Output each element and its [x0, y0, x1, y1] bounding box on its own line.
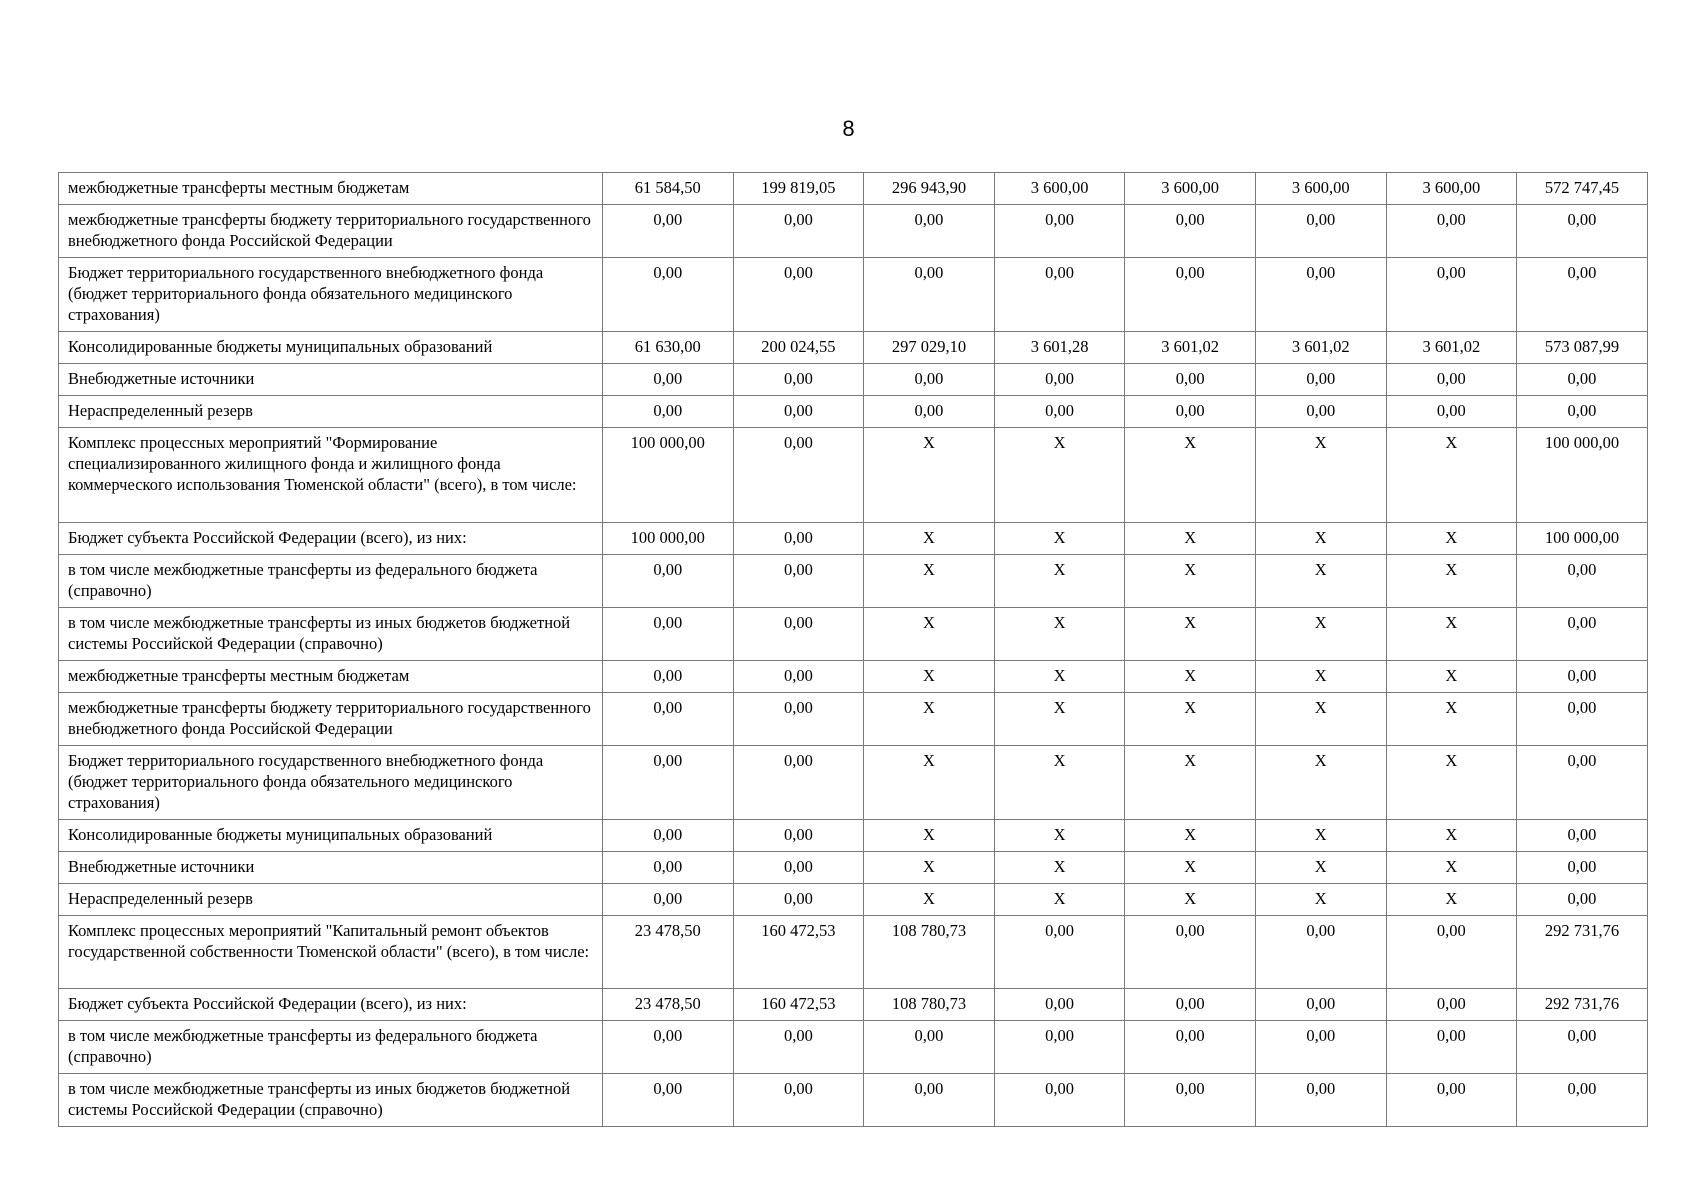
table-row [59, 364, 1648, 396]
row-label: Бюджет субъекта Российской Федерации (всего), из них: [59, 523, 603, 555]
row-label: Комплекс процессных мероприятий "Капитальный ремонт объектов государственной собственности Тюменской области" (всего), в том числе: [59, 916, 603, 989]
value-cell: X [994, 884, 1125, 916]
value-cell: 0,00 [603, 661, 734, 693]
value-cell: 108 780,73 [864, 916, 995, 989]
value-cell: 3 600,00 [994, 173, 1125, 205]
value-cell: 0,00 [1125, 364, 1256, 396]
value-cell: 0,00 [1386, 1074, 1517, 1127]
value-cell: X [1125, 523, 1256, 555]
row-label: Консолидированные бюджеты муниципальных образований [59, 332, 603, 364]
value-cell: X [864, 428, 995, 523]
table-row [59, 396, 1648, 428]
value-cell: 0,00 [994, 364, 1125, 396]
value-cell: 0,00 [1255, 916, 1386, 989]
value-cell: 100 000,00 [603, 523, 734, 555]
value-cell: 0,00 [733, 555, 864, 608]
row-label: Внебюджетные источники [59, 364, 603, 396]
value-cell: 0,00 [1517, 205, 1648, 258]
table-row [59, 555, 1648, 608]
value-cell: X [1125, 608, 1256, 661]
budget-table-body [59, 173, 1648, 1127]
value-cell: 0,00 [1517, 258, 1648, 332]
row-label: Нераспределенный резерв [59, 884, 603, 916]
value-cell: 0,00 [733, 1021, 864, 1074]
value-cell: 0,00 [603, 555, 734, 608]
value-cell: 0,00 [603, 205, 734, 258]
value-cell: X [1386, 852, 1517, 884]
value-cell: 3 600,00 [1125, 173, 1256, 205]
value-cell: 0,00 [733, 258, 864, 332]
value-cell: 0,00 [1255, 1021, 1386, 1074]
table-row [59, 1074, 1648, 1127]
value-cell: 0,00 [994, 396, 1125, 428]
value-cell: 0,00 [603, 693, 734, 746]
value-cell: 100 000,00 [603, 428, 734, 523]
budget-table [58, 172, 1648, 1127]
value-cell: 0,00 [1255, 396, 1386, 428]
value-cell: 0,00 [1517, 1021, 1648, 1074]
value-cell: 0,00 [1125, 396, 1256, 428]
value-cell: X [994, 852, 1125, 884]
value-cell: 0,00 [1386, 258, 1517, 332]
value-cell: X [1386, 428, 1517, 523]
value-cell: 0,00 [1517, 555, 1648, 608]
value-cell: X [864, 608, 995, 661]
value-cell: X [864, 693, 995, 746]
value-cell: 0,00 [603, 608, 734, 661]
value-cell: 0,00 [1125, 989, 1256, 1021]
value-cell: 0,00 [994, 989, 1125, 1021]
value-cell: X [1125, 693, 1256, 746]
table-row [59, 205, 1648, 258]
value-cell: 0,00 [733, 523, 864, 555]
row-label: в том числе межбюджетные трансферты из иных бюджетов бюджетной системы Российской Федерации (справочно) [59, 608, 603, 661]
value-cell: X [1255, 608, 1386, 661]
value-cell: X [994, 746, 1125, 820]
value-cell: X [1125, 852, 1256, 884]
value-cell: X [1125, 746, 1256, 820]
table-row [59, 852, 1648, 884]
value-cell: X [864, 820, 995, 852]
value-cell: 108 780,73 [864, 989, 995, 1021]
value-cell: 3 601,02 [1255, 332, 1386, 364]
value-cell: X [1125, 555, 1256, 608]
value-cell: X [994, 555, 1125, 608]
value-cell: X [994, 661, 1125, 693]
table-row [59, 332, 1648, 364]
value-cell: 0,00 [1386, 989, 1517, 1021]
value-cell: X [1386, 661, 1517, 693]
table-row [59, 1021, 1648, 1074]
value-cell: 0,00 [733, 1074, 864, 1127]
value-cell: 0,00 [733, 852, 864, 884]
value-cell: 0,00 [603, 1074, 734, 1127]
row-label: межбюджетные трансферты бюджету территориального государственного внебюджетного фонда Российской Федерации [59, 205, 603, 258]
value-cell: 0,00 [1517, 1074, 1648, 1127]
value-cell: 292 731,76 [1517, 916, 1648, 989]
value-cell: 0,00 [994, 258, 1125, 332]
value-cell: 0,00 [603, 820, 734, 852]
value-cell: 0,00 [1517, 396, 1648, 428]
value-cell: 0,00 [1517, 852, 1648, 884]
value-cell: X [994, 428, 1125, 523]
value-cell: 160 472,53 [733, 916, 864, 989]
value-cell: X [1255, 852, 1386, 884]
table-row [59, 173, 1648, 205]
value-cell: 100 000,00 [1517, 523, 1648, 555]
value-cell: 0,00 [733, 693, 864, 746]
value-cell: 0,00 [1255, 258, 1386, 332]
value-cell: 0,00 [1255, 205, 1386, 258]
value-cell: 0,00 [994, 1074, 1125, 1127]
value-cell: 0,00 [733, 746, 864, 820]
value-cell: X [864, 852, 995, 884]
value-cell: 0,00 [733, 608, 864, 661]
value-cell: 0,00 [1125, 1021, 1256, 1074]
value-cell: 0,00 [1125, 205, 1256, 258]
value-cell: X [994, 523, 1125, 555]
value-cell: 61 630,00 [603, 332, 734, 364]
value-cell: 3 601,28 [994, 332, 1125, 364]
value-cell: 0,00 [864, 396, 995, 428]
value-cell: X [994, 820, 1125, 852]
value-cell: 0,00 [1517, 746, 1648, 820]
row-label: в том числе межбюджетные трансферты из федерального бюджета (справочно) [59, 555, 603, 608]
value-cell: 0,00 [994, 916, 1125, 989]
value-cell: 0,00 [1125, 258, 1256, 332]
value-cell: X [864, 661, 995, 693]
table-row [59, 258, 1648, 332]
row-label: в том числе межбюджетные трансферты из иных бюджетов бюджетной системы Российской Федерации (справочно) [59, 1074, 603, 1127]
value-cell: 0,00 [1125, 916, 1256, 989]
value-cell: 0,00 [603, 852, 734, 884]
value-cell: X [1125, 661, 1256, 693]
value-cell: X [994, 693, 1125, 746]
table-row [59, 884, 1648, 916]
value-cell: X [1386, 884, 1517, 916]
row-label: межбюджетные трансферты бюджету территориального государственного внебюджетного фонда Российской Федерации [59, 693, 603, 746]
table-row [59, 916, 1648, 989]
value-cell: 0,00 [733, 205, 864, 258]
value-cell: 0,00 [603, 884, 734, 916]
table-row [59, 661, 1648, 693]
value-cell: X [864, 746, 995, 820]
value-cell: 3 600,00 [1255, 173, 1386, 205]
value-cell: 199 819,05 [733, 173, 864, 205]
value-cell: 297 029,10 [864, 332, 995, 364]
value-cell: X [1125, 428, 1256, 523]
value-cell: X [1386, 693, 1517, 746]
value-cell: X [1255, 661, 1386, 693]
value-cell: X [1386, 523, 1517, 555]
value-cell: 23 478,50 [603, 916, 734, 989]
value-cell: 0,00 [603, 258, 734, 332]
table-row [59, 523, 1648, 555]
value-cell: X [1255, 746, 1386, 820]
value-cell: X [864, 523, 995, 555]
table-row [59, 746, 1648, 820]
value-cell: 0,00 [733, 428, 864, 523]
value-cell: 3 601,02 [1386, 332, 1517, 364]
value-cell: 0,00 [733, 820, 864, 852]
value-cell: 0,00 [864, 1021, 995, 1074]
value-cell: 0,00 [733, 661, 864, 693]
value-cell: 0,00 [1386, 205, 1517, 258]
row-label: Консолидированные бюджеты муниципальных образований [59, 820, 603, 852]
value-cell: 292 731,76 [1517, 989, 1648, 1021]
value-cell: 23 478,50 [603, 989, 734, 1021]
table-row [59, 820, 1648, 852]
value-cell: 0,00 [1255, 364, 1386, 396]
value-cell: 0,00 [733, 884, 864, 916]
value-cell: 0,00 [864, 205, 995, 258]
row-label: Бюджет территориального государственного внебюджетного фонда (бюджет территориального фонда обязательного медицинского страхования) [59, 258, 603, 332]
value-cell: 0,00 [994, 1021, 1125, 1074]
value-cell: 0,00 [603, 1021, 734, 1074]
value-cell: 572 747,45 [1517, 173, 1648, 205]
table-row [59, 693, 1648, 746]
table-row [59, 428, 1648, 523]
value-cell: X [1386, 746, 1517, 820]
row-label: Внебюджетные источники [59, 852, 603, 884]
page-number: 8 [842, 116, 855, 141]
row-label: Нераспределенный резерв [59, 396, 603, 428]
value-cell: 0,00 [1517, 820, 1648, 852]
value-cell: 0,00 [603, 746, 734, 820]
value-cell: 0,00 [994, 205, 1125, 258]
value-cell: 296 943,90 [864, 173, 995, 205]
value-cell: 160 472,53 [733, 989, 864, 1021]
row-label: в том числе межбюджетные трансферты из федерального бюджета (справочно) [59, 1021, 603, 1074]
value-cell: X [1386, 555, 1517, 608]
value-cell: 0,00 [864, 364, 995, 396]
value-cell: 0,00 [864, 258, 995, 332]
value-cell: 0,00 [1386, 1021, 1517, 1074]
table-row [59, 989, 1648, 1021]
table-row [59, 608, 1648, 661]
row-label: Бюджет территориального государственного внебюджетного фонда (бюджет территориального фонда обязательного медицинского страхования) [59, 746, 603, 820]
value-cell: 0,00 [1386, 916, 1517, 989]
value-cell: 0,00 [733, 396, 864, 428]
value-cell: 61 584,50 [603, 173, 734, 205]
value-cell: X [994, 608, 1125, 661]
row-label: Бюджет субъекта Российской Федерации (всего), из них: [59, 989, 603, 1021]
value-cell: 573 087,99 [1517, 332, 1648, 364]
value-cell: X [1125, 884, 1256, 916]
value-cell: 0,00 [1517, 608, 1648, 661]
value-cell: 3 600,00 [1386, 173, 1517, 205]
value-cell: X [1255, 884, 1386, 916]
value-cell: 0,00 [1125, 1074, 1256, 1127]
value-cell: 0,00 [1386, 364, 1517, 396]
value-cell: 0,00 [1517, 693, 1648, 746]
row-label: Комплекс процессных мероприятий "Формирование специализированного жилищного фонда и жилищного фонда коммерческого использования Тюменской области" (всего), в том числе: [59, 428, 603, 523]
value-cell: 0,00 [603, 396, 734, 428]
row-label: межбюджетные трансферты местным бюджетам [59, 661, 603, 693]
value-cell: 0,00 [733, 364, 864, 396]
value-cell: 0,00 [1386, 396, 1517, 428]
value-cell: X [1255, 523, 1386, 555]
value-cell: X [1255, 555, 1386, 608]
value-cell: 100 000,00 [1517, 428, 1648, 523]
value-cell: X [1386, 820, 1517, 852]
value-cell: X [864, 884, 995, 916]
value-cell: 0,00 [1517, 884, 1648, 916]
value-cell: 3 601,02 [1125, 332, 1256, 364]
value-cell: 0,00 [603, 364, 734, 396]
value-cell: 0,00 [1517, 364, 1648, 396]
value-cell: 200 024,55 [733, 332, 864, 364]
value-cell: 0,00 [864, 1074, 995, 1127]
value-cell: X [1255, 820, 1386, 852]
row-label: межбюджетные трансферты местным бюджетам [59, 173, 603, 205]
value-cell: 0,00 [1255, 989, 1386, 1021]
value-cell: X [1125, 820, 1256, 852]
value-cell: X [864, 555, 995, 608]
value-cell: X [1255, 428, 1386, 523]
value-cell: 0,00 [1255, 1074, 1386, 1127]
value-cell: X [1255, 693, 1386, 746]
value-cell: 0,00 [1517, 661, 1648, 693]
value-cell: X [1386, 608, 1517, 661]
